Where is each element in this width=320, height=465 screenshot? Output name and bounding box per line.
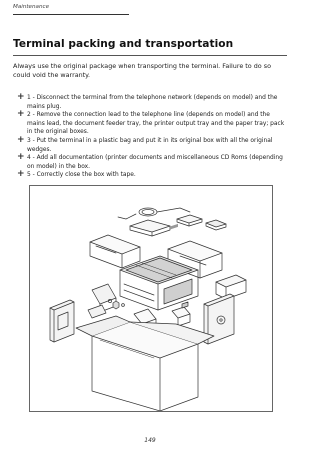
step-bullet-icon: +	[17, 109, 25, 119]
step-item-1	[17, 94, 289, 111]
page-title: Terminal packing and transportation	[13, 38, 234, 50]
shipping-carton-icon	[76, 316, 214, 411]
step-text: 1 - Disconnect the terminal from the telephone network (depends on model) and the mains plug.	[27, 95, 278, 110]
step-item-5	[17, 171, 289, 180]
step-text: 3 - Put the terminal in a plastic bag and put it in its original box with all the original wedges.	[27, 138, 273, 153]
title-divider	[13, 55, 287, 56]
small-parts-icon	[108, 299, 188, 309]
step-bullet-icon: +	[17, 152, 25, 162]
step-bullet-icon: +	[17, 135, 25, 145]
header-divider	[13, 14, 129, 15]
step-bullet-icon: +	[17, 92, 25, 102]
step-text: 4 - Add all documentation (printer documents and miscellaneous CD Roms (depending on model) in the box.	[27, 155, 283, 170]
page-number: 149	[144, 437, 156, 444]
cable-coil-icon	[118, 208, 190, 219]
step-item-2	[17, 111, 289, 137]
document-tray-box-icon	[90, 235, 140, 268]
terminal-printer-icon	[120, 224, 198, 310]
step-item-4	[17, 154, 289, 171]
packing-illustration-frame	[29, 185, 273, 412]
step-item-3	[17, 137, 289, 154]
packing-illustration	[30, 186, 272, 411]
intro-paragraph: Always use the original package when transporting the terminal. Failure to do so could void the warranty.	[13, 62, 271, 80]
left-packing-bracket-icon	[50, 300, 74, 342]
step-text: 2 - Remove the connection lead to the telephone line (depends on model) and the mains lead, the document feeder tray, the printer output tray and the paper tray; pack in the original boxes.	[27, 112, 285, 136]
step-text: 5 - Correctly close the box with tape.	[27, 172, 136, 178]
header-section-label: Maintenance	[13, 4, 50, 10]
step-bullet-icon: +	[17, 169, 25, 179]
